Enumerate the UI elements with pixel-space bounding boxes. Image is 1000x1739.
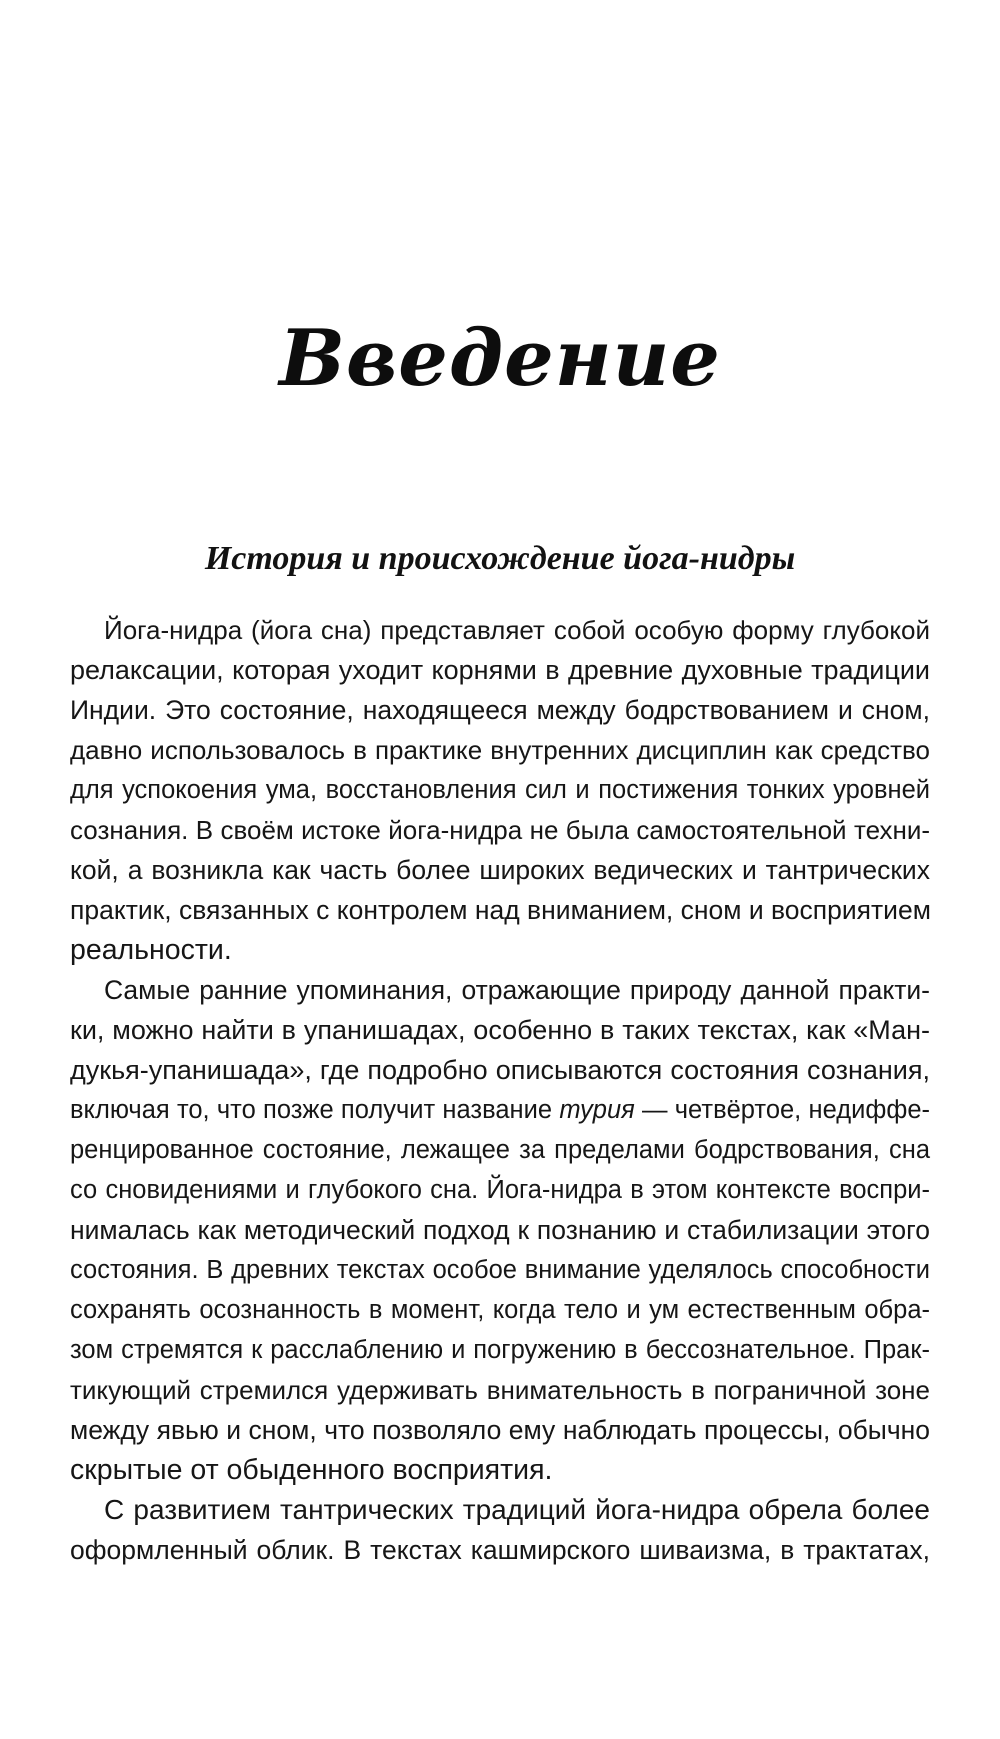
text-line: между явью и сном, что позволяло ему наблюдать процессы, обычно [70, 1415, 930, 1445]
italic-term: турия [559, 1096, 635, 1124]
text-line: для успокоения ума, восстановления сил и постижения тонких уровней [70, 776, 930, 804]
text-line: сохранять осознанность в момент, когда тело и ум естественным обра- [70, 1296, 930, 1324]
text-line: скрытые от обыденного восприятия. [70, 1454, 553, 1486]
text-line: зом стремятся к расслаблению и погружению в бессознательное. Прак- [70, 1336, 930, 1364]
chapter-title: Введение [279, 313, 721, 404]
text-line: ки, можно найти в упанишадах, особенно в таких текстах, как «Ман- [70, 1015, 930, 1045]
text-line: Самые ранние упоминания, отражающие природу данной практи- [104, 975, 930, 1005]
paragraph-2 [70, 970, 930, 1490]
text-line: оформленный облик. В текстах кашмирского шиваизма, в трактатах, [70, 1535, 930, 1565]
text-line: сознания. В своём истоке йога-нидра не была самостоятельной техни- [70, 815, 930, 845]
text-line: со сновидениями и глубокого сна. Йога-нидра в этом контексте воспри- [70, 1176, 930, 1204]
text-line: реальности. [70, 934, 232, 966]
text-line: практик, связанных с контролем над вниманием, сном и восприятием [70, 895, 931, 925]
section-heading: История и происхождение йога-нидры [204, 540, 796, 577]
text-line: давно использовалось в практике внутренних дисциплин как средство [70, 735, 930, 765]
text-line: нималась как методический подход к познанию и стабилизации этого [70, 1215, 930, 1245]
body-text [70, 610, 930, 1570]
text-fragment: включая то, что позже получит название [70, 1096, 553, 1124]
text-line: Йога-нидра (йога сна) представляет собой особую форму глубокой [104, 615, 930, 645]
text-line: дукья-упанишада», где подробно описываются состояния сознания, [70, 1055, 930, 1085]
text-line: ренцированное состояние, лежащее за пределами бодрствования, сна [70, 1136, 930, 1164]
text-line: кой, а возникла как часть более широких ведических и тантрических [70, 855, 930, 885]
paragraph-1 [70, 610, 930, 970]
text-line: состояния. В древних текстах особое внимание уделялось способности [70, 1256, 930, 1284]
text-line: тикующий стремился удерживать внимательность в пограничной зоне [70, 1375, 930, 1405]
text-line [70, 1090, 930, 1130]
text-line: С развитием тантрических традиций йога-нидра обрела более [104, 1494, 930, 1525]
paragraph-3 [70, 1490, 930, 1570]
text-fragment: — четвёртое, недиффе- [642, 1096, 930, 1124]
text-line: релаксации, которая уходит корнями в древние духовные традиции [70, 655, 930, 685]
text-line: Индии. Это состояние, находящееся между бодрствованием и сном, [70, 695, 930, 725]
